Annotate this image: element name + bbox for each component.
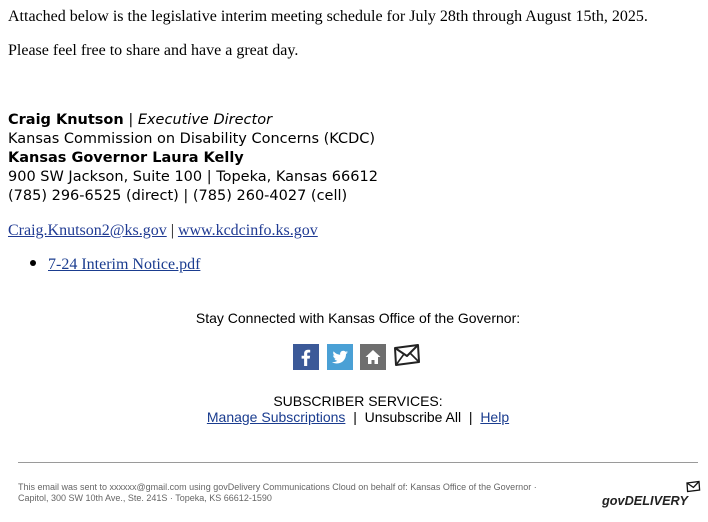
signature-org: Kansas Commission on Disability Concerns (KCDC): [8, 131, 376, 147]
list-bullet: [30, 260, 36, 266]
signature-separator: |: [128, 112, 134, 128]
govdelivery-logo-text: govDELIVERY: [601, 493, 690, 508]
subscriber-services: [0, 393, 708, 425]
footer-divider: [18, 462, 698, 463]
signature-phones: (785) 296-6525 (direct) | (785) 260-4027 (cell): [8, 188, 348, 204]
unsubscribe-all-link[interactable]: Unsubscribe All: [364, 409, 462, 425]
govdelivery-logo[interactable]: [601, 480, 701, 510]
signature-name-line: [8, 111, 378, 130]
subscriber-separator: |: [468, 409, 473, 425]
subscriber-heading: SUBSCRIBER SERVICES:: [273, 393, 443, 409]
website-link[interactable]: www.kcdcinfo.ks.gov: [177, 222, 318, 239]
subscriber-separator: |: [353, 409, 357, 425]
contact-line: [8, 222, 318, 240]
manage-subscriptions-link[interactable]: Manage Subscriptions: [206, 409, 346, 425]
attachment-list: [30, 256, 200, 274]
stay-connected-text: Stay Connected with Kansas Office of the Governor:: [195, 310, 521, 326]
footer-line-1: This email was sent to xxxxxx@gmail.com using govDelivery Communications Cloud on behalf of: Kansas Office of the Governor ·: [18, 482, 537, 492]
signature-title: Executive Director: [137, 112, 273, 128]
help-link[interactable]: Help: [480, 409, 510, 425]
contact-separator: |: [170, 222, 174, 239]
home-icon[interactable]: [360, 344, 386, 370]
intro-line-1: Attached below is the legislative interim meeting schedule for July 28th through August 15th, 2025.: [8, 8, 648, 25]
facebook-icon[interactable]: [293, 344, 319, 370]
attachment-link[interactable]: 7-24 Interim Notice.pdf: [48, 256, 201, 273]
intro-line-2: Please feel free to share and have a great day.: [8, 42, 299, 59]
email-signature: [8, 111, 378, 206]
footer-text: [18, 482, 608, 504]
email-icon[interactable]: [393, 341, 421, 369]
twitter-icon[interactable]: [327, 344, 353, 370]
subscriber-links: [0, 409, 708, 425]
signature-address: 900 SW Jackson, Suite 100 | Topeka, Kansas 66612: [8, 169, 378, 185]
email-link[interactable]: Craig.Knutson2@ks.gov: [8, 222, 167, 239]
signature-name: Craig Knutson: [8, 112, 124, 128]
signature-governor: Kansas Governor Laura Kelly: [8, 150, 244, 166]
footer-line-2: Capitol, 300 SW 10th Ave., Ste. 241S · Topeka, KS 66612-1590: [18, 493, 272, 503]
